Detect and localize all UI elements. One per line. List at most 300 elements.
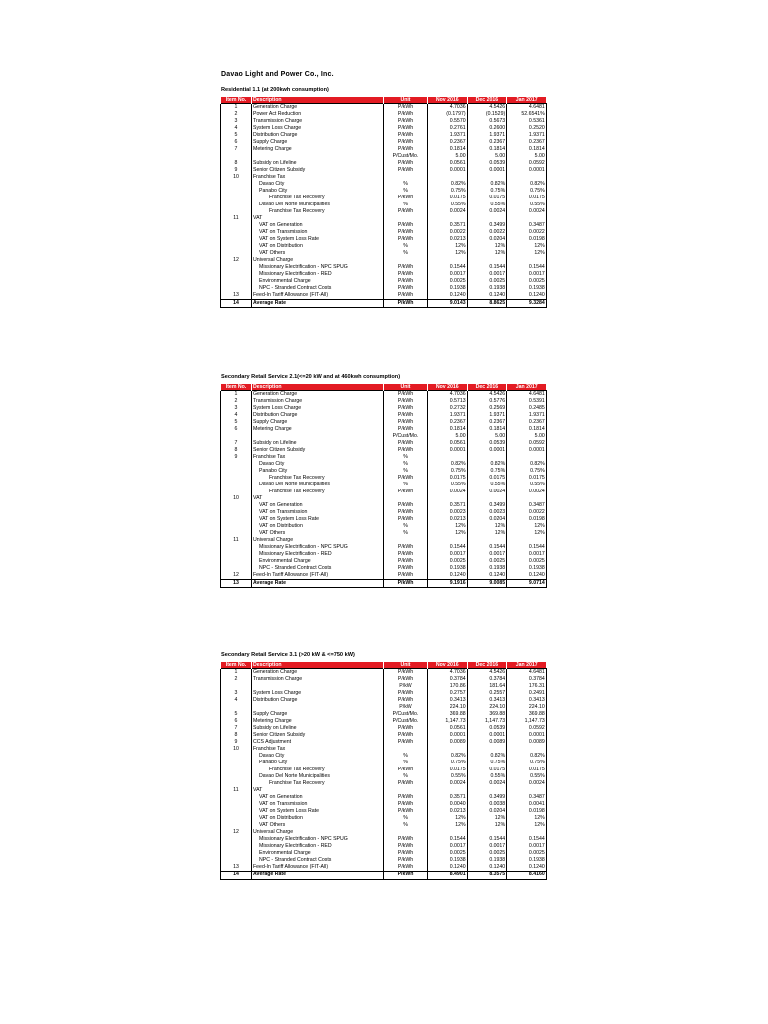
- description-cell: Metering Charge: [252, 146, 384, 153]
- item-no-cell: [221, 271, 252, 278]
- jan-2017-cell: 0.0175: [507, 195, 547, 202]
- jan-2017-cell: 0.2367: [507, 139, 547, 146]
- jan-2017-cell: 1.9371: [507, 412, 547, 419]
- nov-2016-cell: 0.55%: [428, 202, 468, 209]
- jan-2017-cell: 0.0025: [507, 558, 547, 565]
- table-row: [221, 405, 547, 412]
- item-no-cell: [221, 822, 252, 829]
- table-row: [221, 780, 547, 787]
- table-row: [221, 222, 547, 229]
- nov-2016-cell: 0.0213: [428, 236, 468, 243]
- jan-2017-cell: 1.9371: [507, 132, 547, 139]
- nov-2016-cell: [428, 746, 468, 753]
- jan-2017-cell: 176.31: [507, 683, 547, 690]
- description-cell: Feed-In Tariff Allowance (FIT-All): [252, 292, 384, 299]
- dec-2016-cell: 0.3499: [467, 222, 507, 229]
- table-row: [221, 537, 547, 544]
- nov-2016-cell: 0.0025: [428, 558, 468, 565]
- dec-2016-cell: 0.0024: [467, 780, 507, 787]
- dec-2016-cell: 12%: [467, 530, 507, 537]
- jan-2017-cell: 0.82%: [507, 181, 547, 188]
- item-no-cell: 13: [221, 292, 252, 299]
- description-cell: NPC - Stranded Contract Costs: [252, 565, 384, 572]
- description-cell: Missionary Electrification - NPC SPUG: [252, 544, 384, 551]
- description-cell: Average Rate: [252, 299, 384, 307]
- unit-cell: P/kWh: [384, 229, 428, 236]
- jan-2017-cell: 0.0592: [507, 725, 547, 732]
- dec-2016-cell: 4.5426: [467, 391, 507, 398]
- dec-2016-cell: 0.3499: [467, 502, 507, 509]
- table-row: [221, 461, 547, 468]
- dec-2016-cell: 12%: [467, 243, 507, 250]
- nov-2016-cell: 5.00: [428, 433, 468, 440]
- jan-2017-cell: 0.0017: [507, 551, 547, 558]
- dec-2016-cell: 0.55%: [467, 773, 507, 780]
- table-row: [221, 516, 547, 523]
- table-row: [221, 753, 547, 760]
- description-cell: VAT: [252, 495, 384, 502]
- dec-2016-cell: 0.3499: [467, 794, 507, 801]
- nov-2016-cell: 0.0175: [428, 767, 468, 774]
- description-cell: Panabo City: [252, 760, 384, 767]
- description-cell: Senior Citizen Subsidy: [252, 447, 384, 454]
- description-cell: Subsidy on Lifeline: [252, 160, 384, 167]
- nov-2016-cell: 0.0040: [428, 801, 468, 808]
- description-cell: [252, 704, 384, 711]
- item-no-cell: 11: [221, 787, 252, 794]
- description-cell: Missionary Electrification - RED: [252, 843, 384, 850]
- item-no-cell: [221, 558, 252, 565]
- description-cell: Distribution Charge: [252, 697, 384, 704]
- dec-2016-cell: 4.5426: [467, 104, 507, 111]
- table-row: [221, 815, 547, 822]
- jan-2017-cell: 0.3784: [507, 676, 547, 683]
- unit-cell: P/kWh: [384, 767, 428, 774]
- jan-2017-cell: 4.6481: [507, 669, 547, 676]
- jan-2017-cell: 0.3487: [507, 502, 547, 509]
- item-no-cell: [221, 482, 252, 489]
- table-header-row: [221, 662, 547, 669]
- table-row: [221, 440, 547, 447]
- description-cell: CCS Adjustment: [252, 739, 384, 746]
- table-row: [221, 250, 547, 257]
- description-cell: Subsidy on Lifeline: [252, 440, 384, 447]
- dec-2016-cell: 0.1814: [467, 426, 507, 433]
- table-row: [221, 502, 547, 509]
- item-no-cell: [221, 815, 252, 822]
- table-row: [221, 243, 547, 250]
- jan-2017-cell: 5.00: [507, 153, 547, 160]
- description-cell: Davao Del Norte Municipalities: [252, 482, 384, 489]
- item-no-cell: 8: [221, 160, 252, 167]
- item-no-cell: 7: [221, 440, 252, 447]
- unit-cell: P/kWh: [384, 502, 428, 509]
- nov-2016-cell: 0.3571: [428, 502, 468, 509]
- unit-cell: %: [384, 181, 428, 188]
- nov-2016-cell: 0.82%: [428, 461, 468, 468]
- jan-2017-cell: 0.1814: [507, 426, 547, 433]
- nov-2016-cell: 0.0017: [428, 843, 468, 850]
- unit-cell: %: [384, 523, 428, 530]
- jan-2017-cell: 0.55%: [507, 202, 547, 209]
- table-row: [221, 509, 547, 516]
- unit-cell: P/kWh: [384, 405, 428, 412]
- description-cell: VAT on System Loss Rate: [252, 236, 384, 243]
- table-row: [221, 412, 547, 419]
- jan-2017-cell: 369.88: [507, 711, 547, 718]
- unit-cell: P/kWh: [384, 808, 428, 815]
- unit-cell: %: [384, 454, 428, 461]
- jan-2017-cell: 0.1938: [507, 857, 547, 864]
- dec-2016-cell: 0.1544: [467, 264, 507, 271]
- nov-2016-cell: 12%: [428, 243, 468, 250]
- unit-cell: P/kWh: [384, 285, 428, 292]
- unit-cell: P/kW: [384, 704, 428, 711]
- header-nov-2016: Nov 2016: [428, 97, 468, 104]
- dec-2016-cell: 5.00: [467, 153, 507, 160]
- dec-2016-cell: 181.64: [467, 683, 507, 690]
- item-no-cell: 9: [221, 454, 252, 461]
- jan-2017-cell: 0.5391: [507, 398, 547, 405]
- item-no-cell: [221, 544, 252, 551]
- description-cell: Franchise Tax Recovery: [252, 475, 384, 482]
- jan-2017-cell: 0.1544: [507, 836, 547, 843]
- item-no-cell: [221, 801, 252, 808]
- dec-2016-cell: 224.10: [467, 704, 507, 711]
- jan-2017-cell: 0.75%: [507, 760, 547, 767]
- table-row: [221, 195, 547, 202]
- section-title-secondary-3-1: Secondary Retail Service 3.1 (>20 kW & <=750 kW): [221, 652, 355, 658]
- table-row: [221, 787, 547, 794]
- nov-2016-cell: 5.00: [428, 153, 468, 160]
- dec-2016-cell: 0.0175: [467, 195, 507, 202]
- dec-2016-cell: 0.75%: [467, 468, 507, 475]
- table-row: [221, 181, 547, 188]
- jan-2017-cell: 0.3487: [507, 794, 547, 801]
- nov-2016-cell: 0.2757: [428, 690, 468, 697]
- table-row: [221, 257, 547, 264]
- header-item-no: Item No.: [221, 97, 252, 104]
- unit-cell: P/kWh: [384, 222, 428, 229]
- item-no-cell: 8: [221, 447, 252, 454]
- item-no-cell: [221, 229, 252, 236]
- jan-2017-cell: 0.1544: [507, 544, 547, 551]
- description-cell: Panabo City: [252, 468, 384, 475]
- unit-cell: %: [384, 468, 428, 475]
- unit-cell: P/kWh: [384, 146, 428, 153]
- table-row: [221, 829, 547, 836]
- jan-2017-cell: 12%: [507, 523, 547, 530]
- description-cell: Transmission Charge: [252, 118, 384, 125]
- rate-table-residential: [220, 97, 547, 308]
- unit-cell: P/kWh: [384, 871, 428, 879]
- unit-cell: %: [384, 188, 428, 195]
- item-no-cell: [221, 433, 252, 440]
- description-cell: Missionary Electrification - NPC SPUG: [252, 264, 384, 271]
- item-no-cell: 10: [221, 746, 252, 753]
- unit-cell: P/kWh: [384, 419, 428, 426]
- unit-cell: P/kWh: [384, 139, 428, 146]
- nov-2016-cell: 0.0561: [428, 440, 468, 447]
- item-no-cell: [221, 243, 252, 250]
- nov-2016-cell: 12%: [428, 530, 468, 537]
- jan-2017-cell: 0.3487: [507, 222, 547, 229]
- item-no-cell: [221, 773, 252, 780]
- jan-2017-cell: 9.3284: [507, 299, 547, 307]
- nov-2016-cell: 0.1240: [428, 864, 468, 871]
- jan-2017-cell: 0.0017: [507, 271, 547, 278]
- dec-2016-cell: 0.3413: [467, 697, 507, 704]
- jan-2017-cell: [507, 495, 547, 502]
- nov-2016-cell: 0.0001: [428, 447, 468, 454]
- unit-cell: P/kWh: [384, 794, 428, 801]
- header-item-no: Item No.: [221, 662, 252, 669]
- unit-cell: %: [384, 530, 428, 537]
- table-row: [221, 146, 547, 153]
- nov-2016-cell: 0.0023: [428, 509, 468, 516]
- description-cell: Missionary Electrification - RED: [252, 271, 384, 278]
- jan-2017-cell: 12%: [507, 530, 547, 537]
- nov-2016-cell: [428, 215, 468, 222]
- nov-2016-cell: 0.0017: [428, 551, 468, 558]
- item-no-cell: [221, 202, 252, 209]
- table-row: [221, 202, 547, 209]
- description-cell: Distribution Charge: [252, 412, 384, 419]
- description-cell: VAT Others: [252, 822, 384, 829]
- dec-2016-cell: 0.5673: [467, 118, 507, 125]
- unit-cell: [384, 787, 428, 794]
- dec-2016-cell: 1.9371: [467, 412, 507, 419]
- nov-2016-cell: 0.0024: [428, 208, 468, 215]
- description-cell: VAT on Generation: [252, 502, 384, 509]
- unit-cell: %: [384, 482, 428, 489]
- dec-2016-cell: 0.0017: [467, 551, 507, 558]
- dec-2016-cell: 0.0017: [467, 271, 507, 278]
- table-row: [221, 489, 547, 496]
- description-cell: VAT on Generation: [252, 794, 384, 801]
- table-row: [221, 398, 547, 405]
- table-row: [221, 229, 547, 236]
- item-no-cell: 13: [221, 864, 252, 871]
- description-cell: Average Rate: [252, 579, 384, 587]
- jan-2017-cell: 0.82%: [507, 461, 547, 468]
- table-row: [221, 292, 547, 299]
- item-no-cell: [221, 489, 252, 496]
- dec-2016-cell: 0.2569: [467, 405, 507, 412]
- nov-2016-cell: 0.1938: [428, 285, 468, 292]
- unit-cell: P/kWh: [384, 271, 428, 278]
- item-no-cell: 9: [221, 739, 252, 746]
- dec-2016-cell: 0.0001: [467, 447, 507, 454]
- nov-2016-cell: 0.2367: [428, 419, 468, 426]
- jan-2017-cell: 0.0001: [507, 732, 547, 739]
- table-row: [221, 767, 547, 774]
- table-row: [221, 725, 547, 732]
- jan-2017-cell: 4.6481: [507, 391, 547, 398]
- average-rate-row: [221, 579, 547, 587]
- table-row: [221, 285, 547, 292]
- unit-cell: P/kW: [384, 683, 428, 690]
- description-cell: Panabo City: [252, 188, 384, 195]
- description-cell: Environmental Charge: [252, 278, 384, 285]
- jan-2017-cell: 0.1814: [507, 146, 547, 153]
- unit-cell: P/kWh: [384, 475, 428, 482]
- header-dec-2016: Dec 2016: [467, 662, 507, 669]
- unit-cell: P/kWh: [384, 697, 428, 704]
- nov-2016-cell: 0.1938: [428, 857, 468, 864]
- dec-2016-cell: 12%: [467, 815, 507, 822]
- table-row: [221, 167, 547, 174]
- header-description: Description: [252, 662, 384, 669]
- unit-cell: %: [384, 461, 428, 468]
- nov-2016-cell: 8.4901: [428, 871, 468, 879]
- header-description: Description: [252, 384, 384, 391]
- dec-2016-cell: 0.0539: [467, 160, 507, 167]
- table-row: [221, 822, 547, 829]
- unit-cell: %: [384, 773, 428, 780]
- jan-2017-cell: 0.0017: [507, 843, 547, 850]
- nov-2016-cell: 1.9371: [428, 132, 468, 139]
- description-cell: VAT on Transmission: [252, 509, 384, 516]
- jan-2017-cell: 9.0714: [507, 579, 547, 587]
- table-row: [221, 188, 547, 195]
- table-row: [221, 426, 547, 433]
- item-no-cell: 6: [221, 139, 252, 146]
- nov-2016-cell: 0.0001: [428, 732, 468, 739]
- table-row: [221, 739, 547, 746]
- jan-2017-cell: 0.0198: [507, 516, 547, 523]
- table-row: [221, 215, 547, 222]
- jan-2017-cell: 224.10: [507, 704, 547, 711]
- unit-cell: P/kWh: [384, 864, 428, 871]
- item-no-cell: [221, 278, 252, 285]
- table-row: [221, 836, 547, 843]
- nov-2016-cell: 0.1240: [428, 572, 468, 579]
- dec-2016-cell: 1,147.73: [467, 718, 507, 725]
- dec-2016-cell: 0.0204: [467, 808, 507, 815]
- jan-2017-cell: 4.6481: [507, 104, 547, 111]
- item-no-cell: 6: [221, 426, 252, 433]
- table-row: [221, 711, 547, 718]
- jan-2017-cell: 0.5361: [507, 118, 547, 125]
- dec-2016-cell: 12%: [467, 250, 507, 257]
- item-no-cell: 1: [221, 391, 252, 398]
- table-row: [221, 468, 547, 475]
- item-no-cell: [221, 836, 252, 843]
- description-cell: Davao City: [252, 461, 384, 468]
- description-cell: VAT on Transmission: [252, 229, 384, 236]
- nov-2016-cell: [428, 257, 468, 264]
- jan-2017-cell: [507, 537, 547, 544]
- item-no-cell: [221, 181, 252, 188]
- dec-2016-cell: 0.0539: [467, 725, 507, 732]
- jan-2017-cell: 0.0022: [507, 509, 547, 516]
- description-cell: Transmission Charge: [252, 676, 384, 683]
- table-row: [221, 676, 547, 683]
- description-cell: Missionary Electrification - RED: [252, 551, 384, 558]
- item-no-cell: [221, 794, 252, 801]
- item-no-cell: 1: [221, 669, 252, 676]
- description-cell: [252, 433, 384, 440]
- description-cell: Environmental Charge: [252, 558, 384, 565]
- header-description: Description: [252, 97, 384, 104]
- jan-2017-cell: 12%: [507, 822, 547, 829]
- description-cell: VAT Others: [252, 250, 384, 257]
- unit-cell: P/Cust/Mo.: [384, 711, 428, 718]
- nov-2016-cell: 0.55%: [428, 482, 468, 489]
- description-cell: Franchise Tax: [252, 454, 384, 461]
- item-no-cell: [221, 502, 252, 509]
- unit-cell: P/kWh: [384, 118, 428, 125]
- description-cell: Power Act Reduction: [252, 111, 384, 118]
- dec-2016-cell: 0.1938: [467, 857, 507, 864]
- description-cell: Davao City: [252, 181, 384, 188]
- nov-2016-cell: 0.0175: [428, 475, 468, 482]
- table-row: [221, 118, 547, 125]
- dec-2016-cell: 5.00: [467, 433, 507, 440]
- nov-2016-cell: 0.0024: [428, 780, 468, 787]
- item-no-cell: [221, 857, 252, 864]
- description-cell: System Loss Charge: [252, 690, 384, 697]
- dec-2016-cell: 0.82%: [467, 753, 507, 760]
- table-row: [221, 482, 547, 489]
- dec-2016-cell: 0.82%: [467, 461, 507, 468]
- item-no-cell: 7: [221, 725, 252, 732]
- table-row: [221, 208, 547, 215]
- unit-cell: P/kWh: [384, 725, 428, 732]
- dec-2016-cell: 369.88: [467, 711, 507, 718]
- nov-2016-cell: 1,147.73: [428, 718, 468, 725]
- description-cell: Supply Charge: [252, 139, 384, 146]
- item-no-cell: 9: [221, 167, 252, 174]
- jan-2017-cell: 0.2485: [507, 405, 547, 412]
- table-row: [221, 808, 547, 815]
- description-cell: Universal Charge: [252, 537, 384, 544]
- jan-2017-cell: 12%: [507, 243, 547, 250]
- unit-cell: P/kWh: [384, 160, 428, 167]
- jan-2017-cell: 0.82%: [507, 753, 547, 760]
- dec-2016-cell: 0.0038: [467, 801, 507, 808]
- rate-table-secondary-2-1: [220, 384, 547, 588]
- dec-2016-cell: (0.1529): [467, 111, 507, 118]
- nov-2016-cell: 0.0561: [428, 725, 468, 732]
- nov-2016-cell: 0.75%: [428, 468, 468, 475]
- jan-2017-cell: 0.2520: [507, 125, 547, 132]
- item-no-cell: [221, 850, 252, 857]
- description-cell: Franchise Tax Recovery: [252, 767, 384, 774]
- description-cell: Supply Charge: [252, 711, 384, 718]
- table-row: [221, 857, 547, 864]
- table-row: [221, 523, 547, 530]
- dec-2016-cell: 0.0089: [467, 739, 507, 746]
- item-no-cell: 14: [221, 299, 252, 307]
- dec-2016-cell: 0.3784: [467, 676, 507, 683]
- item-no-cell: [221, 767, 252, 774]
- dec-2016-cell: 0.1240: [467, 572, 507, 579]
- item-no-cell: 12: [221, 829, 252, 836]
- table-row: [221, 572, 547, 579]
- section-title-residential: Residential 1.1 (at 200kwh consumption): [221, 87, 329, 93]
- table-row: [221, 125, 547, 132]
- item-no-cell: 14: [221, 871, 252, 879]
- description-cell: Senior Citizen Subsidy: [252, 167, 384, 174]
- jan-2017-cell: [507, 746, 547, 753]
- description-cell: Average Rate: [252, 871, 384, 879]
- jan-2017-cell: 0.0025: [507, 850, 547, 857]
- item-no-cell: 6: [221, 718, 252, 725]
- dec-2016-cell: [467, 215, 507, 222]
- table-row: [221, 746, 547, 753]
